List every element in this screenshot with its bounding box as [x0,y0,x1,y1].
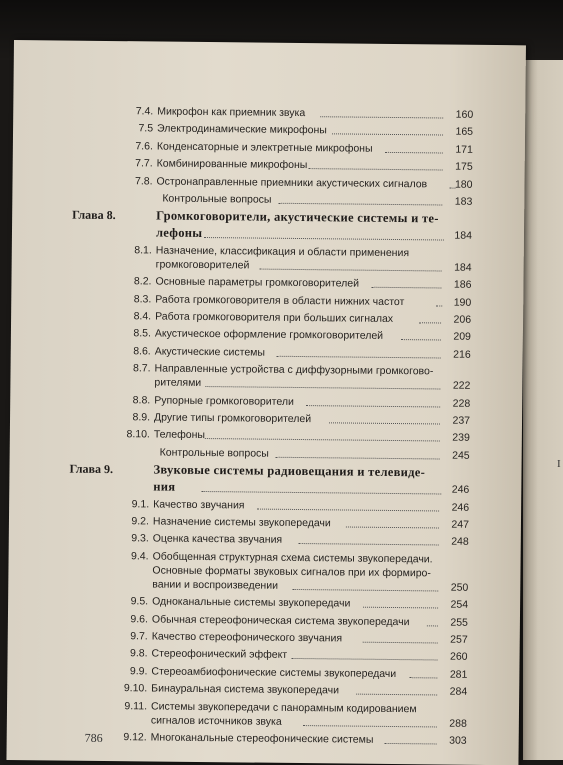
entry-title: вании и воспроизведении [152,578,279,592]
dot-leader [302,725,437,727]
page-ref-number: 260 [449,650,468,664]
page-ref-number: 190 [453,296,472,309]
dot-leader [206,386,441,389]
entry-title: Работа громкоговорителя при больших сигналах [155,310,394,325]
entry-number: 8.7. [132,362,151,375]
toc-entry [11,292,471,311]
entry-title: Остронаправленные приемники акустических сигналов [156,175,428,190]
entry-title: Основные параметры громкоговорителей [155,275,360,290]
toc-entry [12,243,472,276]
toc-entry [8,629,468,648]
entry-title: сигналов источников звука [150,714,282,728]
page-ref-number: 165 [455,126,474,139]
chapter-title-cont: ния [153,479,176,494]
toc-entry [10,445,470,464]
page-ref-number: 237 [452,414,471,427]
entry-number: 7.7. [135,157,153,170]
toc-entry [10,410,470,429]
entry-number: 9.5. [130,595,149,608]
page-ref-number: 248 [451,535,469,549]
chapter-label: Глава 9. [69,461,114,477]
page-ref-number: 284 [449,685,468,698]
facing-page-mark: I [557,458,561,470]
dot-leader [419,322,441,323]
toc-entry [13,121,473,140]
page-ref-number: 184 [454,261,472,274]
entry-number: 8.2. [133,275,152,288]
dot-leader [278,203,442,206]
chapter-title: Громкоговорители, акустические системы и те- [156,208,439,226]
dot-leader [291,658,437,661]
entry-title: Конденсаторные и электретные микрофоны [156,140,373,155]
page-ref-number: 245 [452,449,470,462]
entry-number: 7.5 [138,122,154,135]
page-ref-number: 209 [453,331,471,344]
page-ref-number: 254 [450,598,469,611]
toc-entry [9,497,469,516]
entry-number: 8.3. [133,292,152,306]
toc-entry [10,393,470,412]
page-ref-number: 281 [449,668,468,681]
page-ref-number: 246 [451,483,470,496]
page-ref-number: 180 [454,178,473,191]
toc-entry [11,326,471,345]
entry-number: 9.2. [131,515,150,528]
entry-title: Назначение системы звукопередачи [152,515,331,530]
toc-entry [7,699,467,732]
page-ref-number: 288 [449,717,467,730]
entry-number: 9.6. [130,612,149,626]
toc-entry [7,664,467,683]
toc-entry [9,514,469,533]
entry-title: Многоканальные стереофонические системы [150,731,374,746]
entry-title: Качество стереофонического звучания [151,630,343,645]
entry-title: Оценка качества звучания [152,532,283,547]
entry-title: Контрольные вопросы [159,446,269,460]
page-ref-number: 183 [454,195,473,208]
entry-title: Акустические системы [154,345,266,359]
toc-entry [11,309,471,328]
entry-title: Бинауральная система звукопередачи [151,682,340,697]
toc-entry [13,104,473,123]
dot-leader [276,457,440,460]
page-ref-number: 171 [455,143,473,156]
entry-title: Микрофон как приемник звука [157,105,306,120]
entry-title: рителями [154,376,202,390]
toc-entry [11,344,471,363]
entry-number: 8.5. [133,327,151,340]
page-ref-number: 216 [453,348,471,361]
toc-entry [11,274,471,293]
toc-entry [12,191,472,210]
dot-leader [292,589,438,592]
entry-title: Комбинированные микрофоны [156,157,308,172]
entry-title: Обычная стереофоническая система звукопередачи [151,613,410,628]
entry-title: Акустическое оформление громкоговорителей [154,327,384,343]
chapter-label: Глава 8. [72,208,116,223]
entry-number: 8.1. [134,244,152,257]
toc-entry [13,156,473,175]
entry-title: Обобщенная структурная схема системы звукопередачи. [152,550,433,566]
entry-number: 8.6. [133,345,151,358]
dot-leader [257,508,439,511]
chapter-title: Звуковые системы радиовещания и телевиде- [153,462,426,480]
entry-number: 8.8. [132,393,151,407]
page-ref-number: 186 [453,278,472,291]
entry-number: 9.12. [123,731,147,744]
facing-page-edge [523,60,563,760]
page-ref-number: 175 [455,160,473,173]
dot-leader [306,405,441,407]
dot-leader [204,237,444,241]
entry-number: 9.3. [131,532,149,545]
dot-leader [260,268,442,271]
dot-leader [363,607,439,609]
entry-number: 9.11. [124,699,148,713]
entry-number: 9.10. [123,682,148,695]
entry-title: Контрольные вопросы [162,192,272,206]
dot-leader [356,694,437,696]
entry-number: 9.7. [130,630,148,643]
dot-leader [277,356,441,359]
page-ref-number: 184 [454,230,473,243]
entry-number: 7.4. [135,105,154,118]
entry-title: Электродинамические микрофоны [157,122,327,137]
dot-leader [346,527,439,529]
dot-leader [372,287,442,289]
entry-title: Назначение, классификация и области применения [155,244,410,259]
page-ref-number: 246 [451,501,470,514]
page-ref-number: 160 [455,108,474,121]
entry-title: Рупорные громкоговорители [154,394,294,408]
page-ref-number: 239 [452,432,470,445]
entry-title: Системы звукопередачи с панорамным кодированием [150,700,417,715]
entry-number: 9.4. [131,550,149,563]
page-ref-number: 257 [450,633,468,646]
dot-leader [201,491,441,495]
book-page [6,40,526,765]
dot-leader [205,438,440,441]
entry-title: Качество звучания [153,498,245,512]
entry-title: Стереоамбиофонические системы звукопередачи [151,665,397,680]
entry-title: Направленные устройства с диффузорными громкогово- [154,362,434,378]
page-ref-number: 255 [450,616,468,629]
toc-entry [7,681,467,700]
page-ref-number: 206 [453,313,472,326]
entry-title: Основные форматы звуковых сигналов при их формиро- [152,564,432,580]
entry-number: 9.8. [130,647,148,660]
toc-entry [13,139,473,158]
entry-title: Другие типы громкоговорителей [153,411,312,426]
dot-leader [329,422,440,424]
page-ref-number: 222 [452,379,471,392]
entry-number: 7.6. [135,140,153,153]
dot-leader [332,134,443,136]
dot-leader [401,339,441,340]
page-ref-number: 228 [452,397,471,410]
page-ref-number: 247 [451,518,470,531]
dot-leader [362,642,438,644]
entry-number: 9.9. [129,665,148,678]
toc-entry [8,594,468,613]
entry-number: 9.1. [131,497,150,511]
dot-leader [308,168,443,170]
toc-entry [10,361,470,394]
entry-title: Стереофонический эффект [151,647,288,662]
toc-entry [12,174,472,193]
entry-title: Телефоны [153,428,206,442]
toc-entry [7,730,467,749]
entry-number: 8.4. [133,310,152,323]
entry-title: Работа громкоговорителя в области нижних частот [155,293,405,308]
page-number: 786 [84,730,103,745]
chapter-title-cont: лефоны [155,225,203,241]
dot-leader [298,543,438,545]
page-ref-number: 250 [450,581,469,594]
dot-leader [409,677,437,678]
toc-entry [9,531,469,550]
entry-number: 8.9. [132,411,151,424]
dot-leader [385,743,437,745]
entry-title: Одноканальные системы звукопередачи [152,595,351,610]
toc-entry [8,612,468,631]
dot-leader [385,152,443,154]
entry-number: 7.8. [134,174,153,188]
toc-entry [10,427,470,446]
toc-entry [8,549,468,596]
page-ref-number: 303 [449,734,467,747]
dot-leader [321,116,444,118]
dot-leader [427,625,438,626]
toc-entry [8,646,468,665]
table-of-contents [6,40,526,765]
entry-title: громкоговорителей [155,258,250,272]
entry-number: 8.10. [126,428,150,441]
